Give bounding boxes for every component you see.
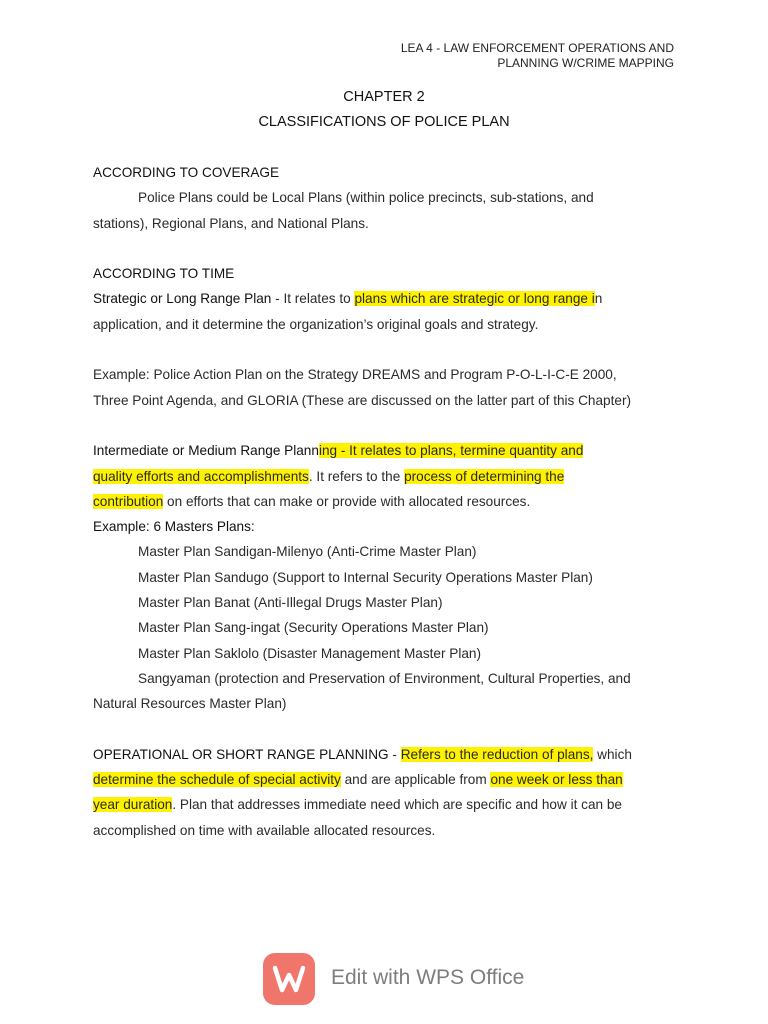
operational-highlight-2: determine the schedule of special activity: [93, 772, 341, 788]
strategic-highlight: plans which are strategic or long range i: [354, 291, 595, 307]
list-item: Master Plan Banat (Anti-Illegal Drugs Master Plan): [138, 595, 443, 611]
intermediate-highlight-4: contribution: [93, 493, 164, 509]
list-item-continuation: Natural Resources Master Plan): [93, 696, 287, 712]
intermediate-highlight-1: ing - It relates to plans, termine quantity and: [318, 443, 584, 459]
coverage-heading: ACCORDING TO COVERAGE: [93, 165, 280, 180]
list-item: Master Plan Sandugo (Support to Internal Security Operations Master Plan): [138, 569, 593, 585]
document-body: [93, 160, 683, 843]
operational-text-1: which: [593, 746, 632, 762]
list-item: Master Plan Sandigan-Milenyo (Anti-Crime Master Plan): [138, 544, 477, 560]
operational-line-3: [93, 792, 683, 817]
coverage-body-line-2: stations), Regional Plans, and National Plans.: [93, 215, 369, 231]
wps-watermark[interactable]: [263, 953, 523, 1005]
page-title: CLASSIFICATIONS OF POLICE PLAN: [258, 114, 510, 130]
wps-logo-icon: [263, 953, 315, 1005]
intermediate-label: Intermediate or Medium Range Plann: [93, 443, 319, 459]
masters-heading: Example: 6 Masters Plans:: [93, 519, 255, 535]
coverage-body-line-1: Police Plans could be Local Plans (within police precincts, sub-stations, and: [138, 190, 594, 206]
list-item: Master Plan Sang-ingat (Security Operations Master Plan): [138, 620, 489, 636]
intermediate-line-2: [93, 464, 683, 489]
strategic-paragraph-line-2: application, and it determine the organization’s original goals and strategy.: [93, 316, 539, 332]
chapter-label: CHAPTER 2: [343, 89, 425, 105]
example1-line-1: Example: Police Action Plan on the Strategy DREAMS and Program P-O-L-I-C-E 2000,: [93, 367, 617, 383]
header-line-2: PLANNING W/CRIME MAPPING: [497, 56, 674, 70]
running-header: [401, 41, 674, 71]
example1-line-2: Three Point Agenda, and GLORIA (These are discussed on the latter part of this Chapter): [93, 392, 632, 408]
operational-highlight-4: year duration: [93, 797, 173, 813]
intermediate-text-1: . It refers to the: [308, 468, 405, 484]
header-line-1: LEA 4 - LAW ENFORCEMENT OPERATIONS AND: [400, 41, 674, 55]
wps-watermark-text: Edit with WPS Office: [331, 966, 525, 989]
operational-line-1: [93, 742, 683, 767]
operational-sep: -: [388, 746, 401, 762]
operational-label: OPERATIONAL OR SHORT RANGE PLANNING: [93, 746, 389, 762]
operational-text-3: . Plan that addresses immediate need which are specific and how it can be: [172, 797, 622, 813]
intermediate-highlight-3: process of determining the: [404, 468, 565, 484]
operational-line-4: accomplished on time with available allocated resources.: [93, 822, 436, 838]
operational-line-2: [93, 767, 683, 792]
list-item: Sangyaman (protection and Preservation of Environment, Cultural Properties, and: [138, 670, 631, 686]
strategic-rest: n: [594, 291, 603, 307]
intermediate-line-1: [93, 438, 683, 463]
strategic-sep: - It relates to: [271, 291, 355, 307]
intermediate-highlight-2: quality efforts and accomplishments: [93, 468, 309, 484]
strategic-paragraph-line-1: [93, 286, 683, 311]
operational-highlight-1: Refers to the reduction of plans,: [400, 746, 594, 762]
operational-text-2: and are applicable from: [340, 772, 491, 788]
time-heading: ACCORDING TO TIME: [93, 266, 235, 282]
intermediate-text-2: on efforts that can make or provide with allocated resources.: [163, 493, 531, 509]
intermediate-line-3: [93, 489, 683, 514]
operational-highlight-3: one week or less than: [490, 772, 623, 788]
strategic-label: Strategic or Long Range Plan: [93, 291, 272, 307]
list-item: Master Plan Saklolo (Disaster Management Master Plan): [138, 645, 482, 661]
